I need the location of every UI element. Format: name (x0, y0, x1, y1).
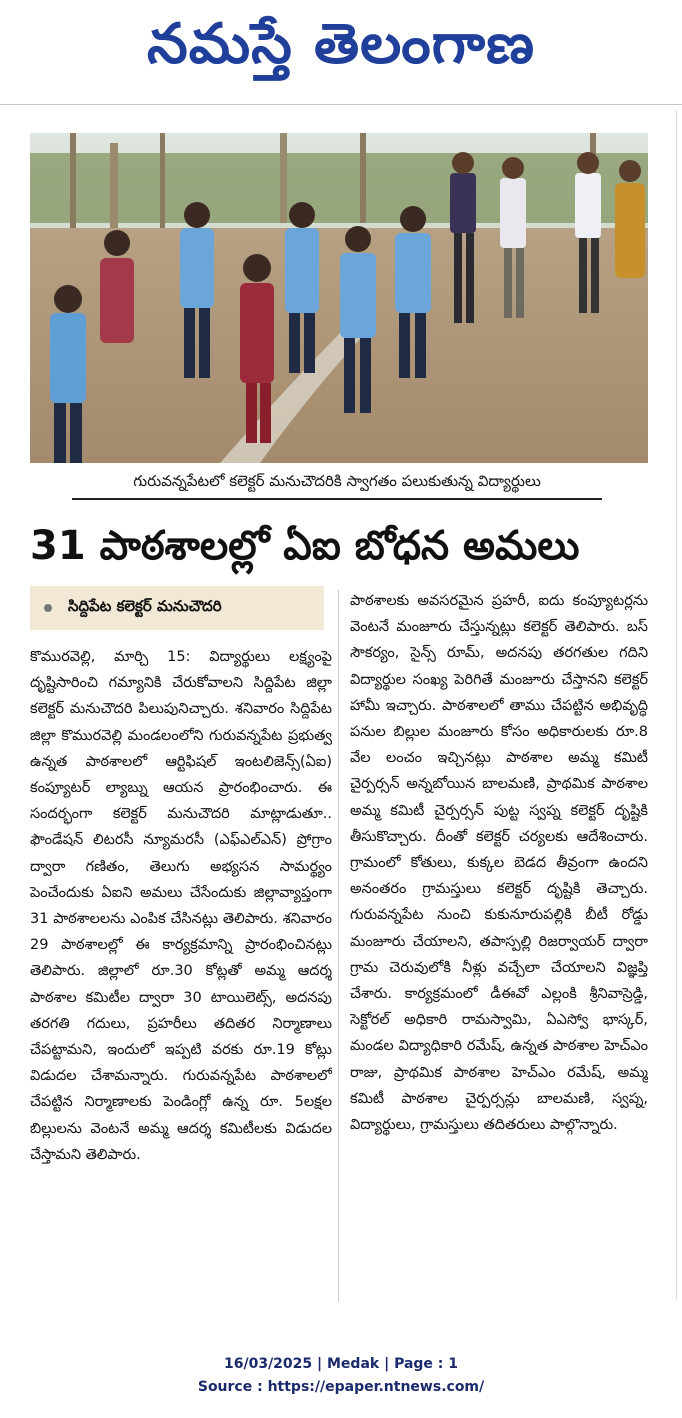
masthead (0, 0, 682, 100)
bullet-icon (44, 604, 52, 612)
article-headline: 31 పాఠశాలల్లో ఏఐ బోధన అమలు (30, 523, 580, 569)
masthead-divider (0, 104, 682, 105)
byline-text: సిద్దిపేట కలెక్టర్ మనుచౌదరి (68, 597, 222, 615)
article-column-left: కొమురవెల్లి, మార్చి 15: విద్యార్థులు లక్ష్యంపై దృష్టిసారించి గమ్యానికి చేరుకోవాలని సిద్దిపేట జిల్లా కలెక్టర్ మనుచౌదరి పిలుపునిచ్చారు. శనివారం సిద్దిపేట జిల్లా కొమురవెల్లి మండలంలోని గురువన్నపేట ప్రభుత్వ ఉన్నత పాఠశాలలో ఆర్టిఫిషల్ ఇంటలిజెన్స్(ఏఐ) కంప్యూటర్ ల్యాబ్ను ఆయన ప్రారంభించారు. ఈ సందర్భంగా కలెక్టర్ మనుచౌదరి మాట్లాడుతూ.. ఫౌండేషన్ లిటరసీ న్యూమరసీ (ఎఫ్ఎల్ఎన్) ప్రోగ్రాం ద్వారా గణితం, తెలుగు అభ్యసన సామర్థ్యం పెంచేందుకు ఏఐని అమలు చేసేందుకు జిల్లావ్యాప్తంగా 31 పాఠశాలలను ఎంపిక చేసినట్లు తెలిపారు. శనివారం 29 పాఠశాలల్లో ఈ కార్యక్రమాన్ని ప్రారంభించినట్లు తెలిపారు. జిల్లాలో రూ.30 కోట్లతో అమ్మ ఆదర్శ పాఠశాల కమిటీల ద్వారా 30 టాయిలెట్స్, అదనపు తరగతి గదులు, ప్రహరీలు తదితర నిర్మాణాలు చేపట్టామని, ఇందులో ఇప్పటి వరకు రూ.19 కోట్లు విడుదల చేశామన్నారు. గురువన్నపేట పాఠశాలలో చేపట్టిన నిర్మాణాలకు పెండింగ్లో ఉన్న రూ. 5లక్షల బిల్లులను వెంటనే అమ్మ ఆదర్శ కమిటీలకు విడుదల చేస్తామని తెలిపారు. (30, 649, 332, 1163)
article-column-right: పాఠశాలకు అవసరమైన ప్రహరీ, ఐదు కంప్యూటర్లను వెంటనే మంజూరు చేస్తున్నట్లు కలెక్టర్ తెలిపారు. బస్ సౌకర్యం, సైన్స్ రూమ్, అదనపు తరగతుల గదిని విద్యార్థుల సంఖ్య పెరిగితే మంజూరు చేస్తానని కలెక్టర్ హామీ ఇచ్చారు. పాఠశాలలో తాము చేపట్టిన అభివృద్ధి పనుల బిల్లుల మంజూరు కోసం అధికారులకు రూ.8 వేల లంచం ఇచ్చినట్లు పాఠశాల అమ్మ కమిటీ చైర్పర్సన్ అన్నబోయిన బాలమణి, ప్రాథమిక పాఠశాల అమ్మ కమిటీ చైర్పర్సన్ పుట్ట స్వప్న కలెక్టర్ దృష్టికి తీసుకొచ్చారు. దీంతో కలెక్టర్ చర్యలకు ఆదేశించారు. గ్రామంలో కోతులు, కుక్కల బెడద తీవ్రంగా ఉందని అనంతరం గ్రామస్తులు కలెక్టర్ దృష్టికి తెచ్చారు. గురువన్నపేట నుంచి కుకునూరుపల్లికి బీటీ రోడ్డు మంజూరు చేయాలని, తపాస్పల్లి రిజర్వాయర్ ద్వారా గ్రామ చెరువులోకి నీళ్లు వచ్చేలా చేయాలని విజ్ఞప్తి చేశారు. కార్యక్రమంలో డీఈవో ఎల్లంకి శ్రీనివాస్రెడ్డి, సెక్టోరల్ అధికారి రామస్వామి, ఏఎస్వో భాస్కర్, మండల విద్యాధికారి రమేష్, ఉన్నత పాఠశాల హెచ్ఎం రాజు, ప్రాథమిక పాఠశాల హెచ్ఎం రమేష్, అమ్మ కమిటీ పాఠశాల చైర్పర్సన్లు బాలమణి, స్వప్న, విద్యార్థులు, గ్రామస్తులు తదితరులు పాల్గొన్నారు. (350, 593, 648, 1134)
photo-caption: గురువన్నపేటలో కలెక్టర్ మనుచౌదరికి స్వాగతం పలుకుతున్న విద్యార్థులు (72, 468, 602, 500)
byline-box (30, 586, 324, 630)
page-edge-rule (676, 110, 677, 1300)
newspaper-title: నమస్తే తెలంగాణ (147, 10, 535, 76)
news-photo (30, 133, 648, 463)
column-divider (338, 590, 339, 1302)
footer-date-line: 16/03/2025 | Medak | Page : 1 (223, 1356, 459, 1372)
footer-source-line: Source : https://epaper.ntnews.com/ (197, 1379, 485, 1395)
